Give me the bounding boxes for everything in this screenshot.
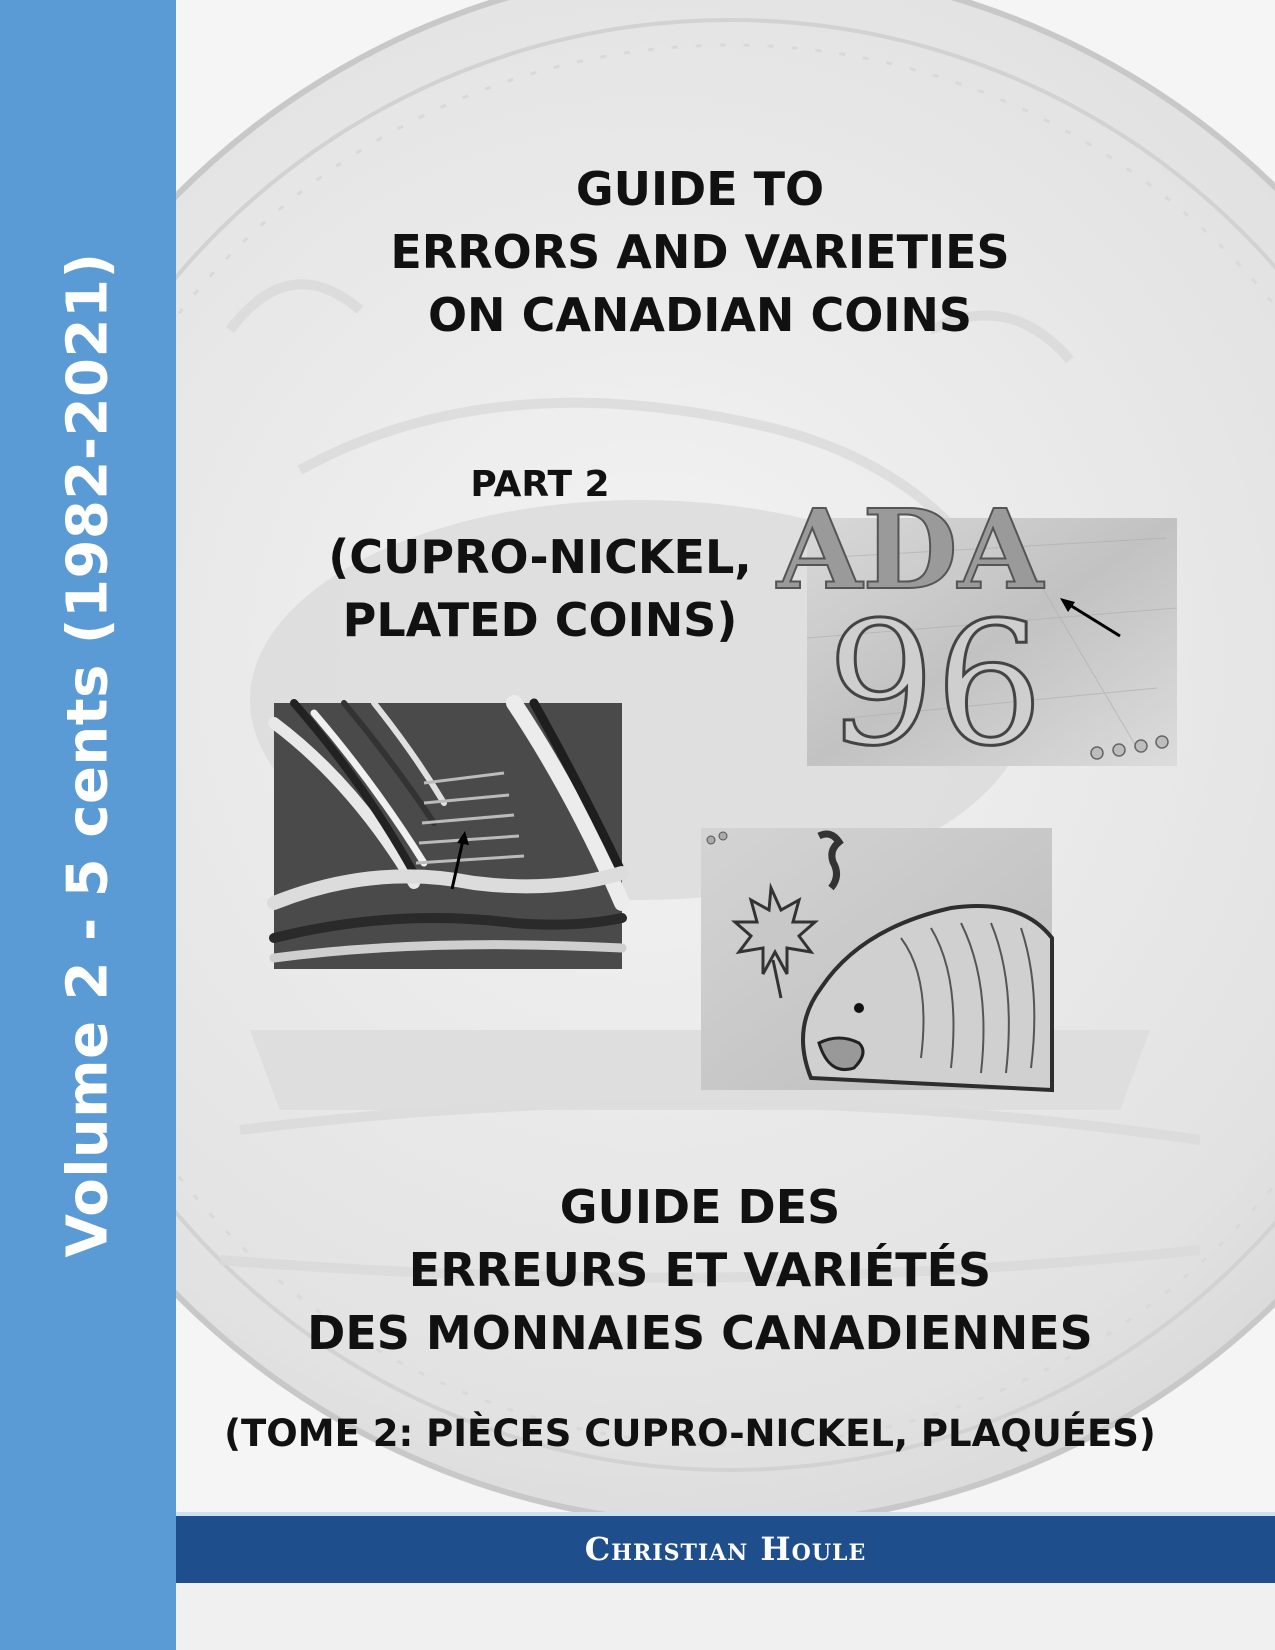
coin-digits: 96 xyxy=(827,586,1044,784)
part-subtitle xyxy=(295,526,785,652)
english-title-line: ON CANADIAN COINS xyxy=(427,288,973,342)
coin-closeup-tail-photo xyxy=(274,703,622,969)
english-title xyxy=(300,158,1100,347)
coin-closeup-beaver-photo xyxy=(701,828,1052,1090)
author-name: Christian Houle xyxy=(584,1530,867,1568)
cover-spine xyxy=(0,0,176,1650)
part-subtitle-line: PLATED COINS) xyxy=(342,593,738,647)
french-title-line: GUIDE DES xyxy=(559,1180,841,1234)
english-title-line: ERRORS AND VARIETIES xyxy=(390,225,1010,279)
english-title-line: GUIDE TO xyxy=(575,162,825,216)
part-label: PART 2 xyxy=(470,464,610,505)
author-bar xyxy=(176,1512,1275,1583)
part-subtitle-line: (CUPRO-NICKEL, xyxy=(328,530,752,584)
french-title xyxy=(220,1176,1180,1365)
coin-closeup-96-photo xyxy=(777,485,1177,784)
french-title-line: ERREURS ET VARIÉTÉS xyxy=(408,1243,992,1297)
french-title-line: DES MONNAIES CANADIENNES xyxy=(307,1306,1093,1360)
french-subtitle: (TOME 2: PIÈCES CUPRO-NICKEL, PLAQUÉES) xyxy=(224,1412,1156,1455)
volume-title: Volume 2 - 5 cents (1982-2021) xyxy=(55,252,121,1258)
coin-letters: ADA xyxy=(777,485,1044,614)
